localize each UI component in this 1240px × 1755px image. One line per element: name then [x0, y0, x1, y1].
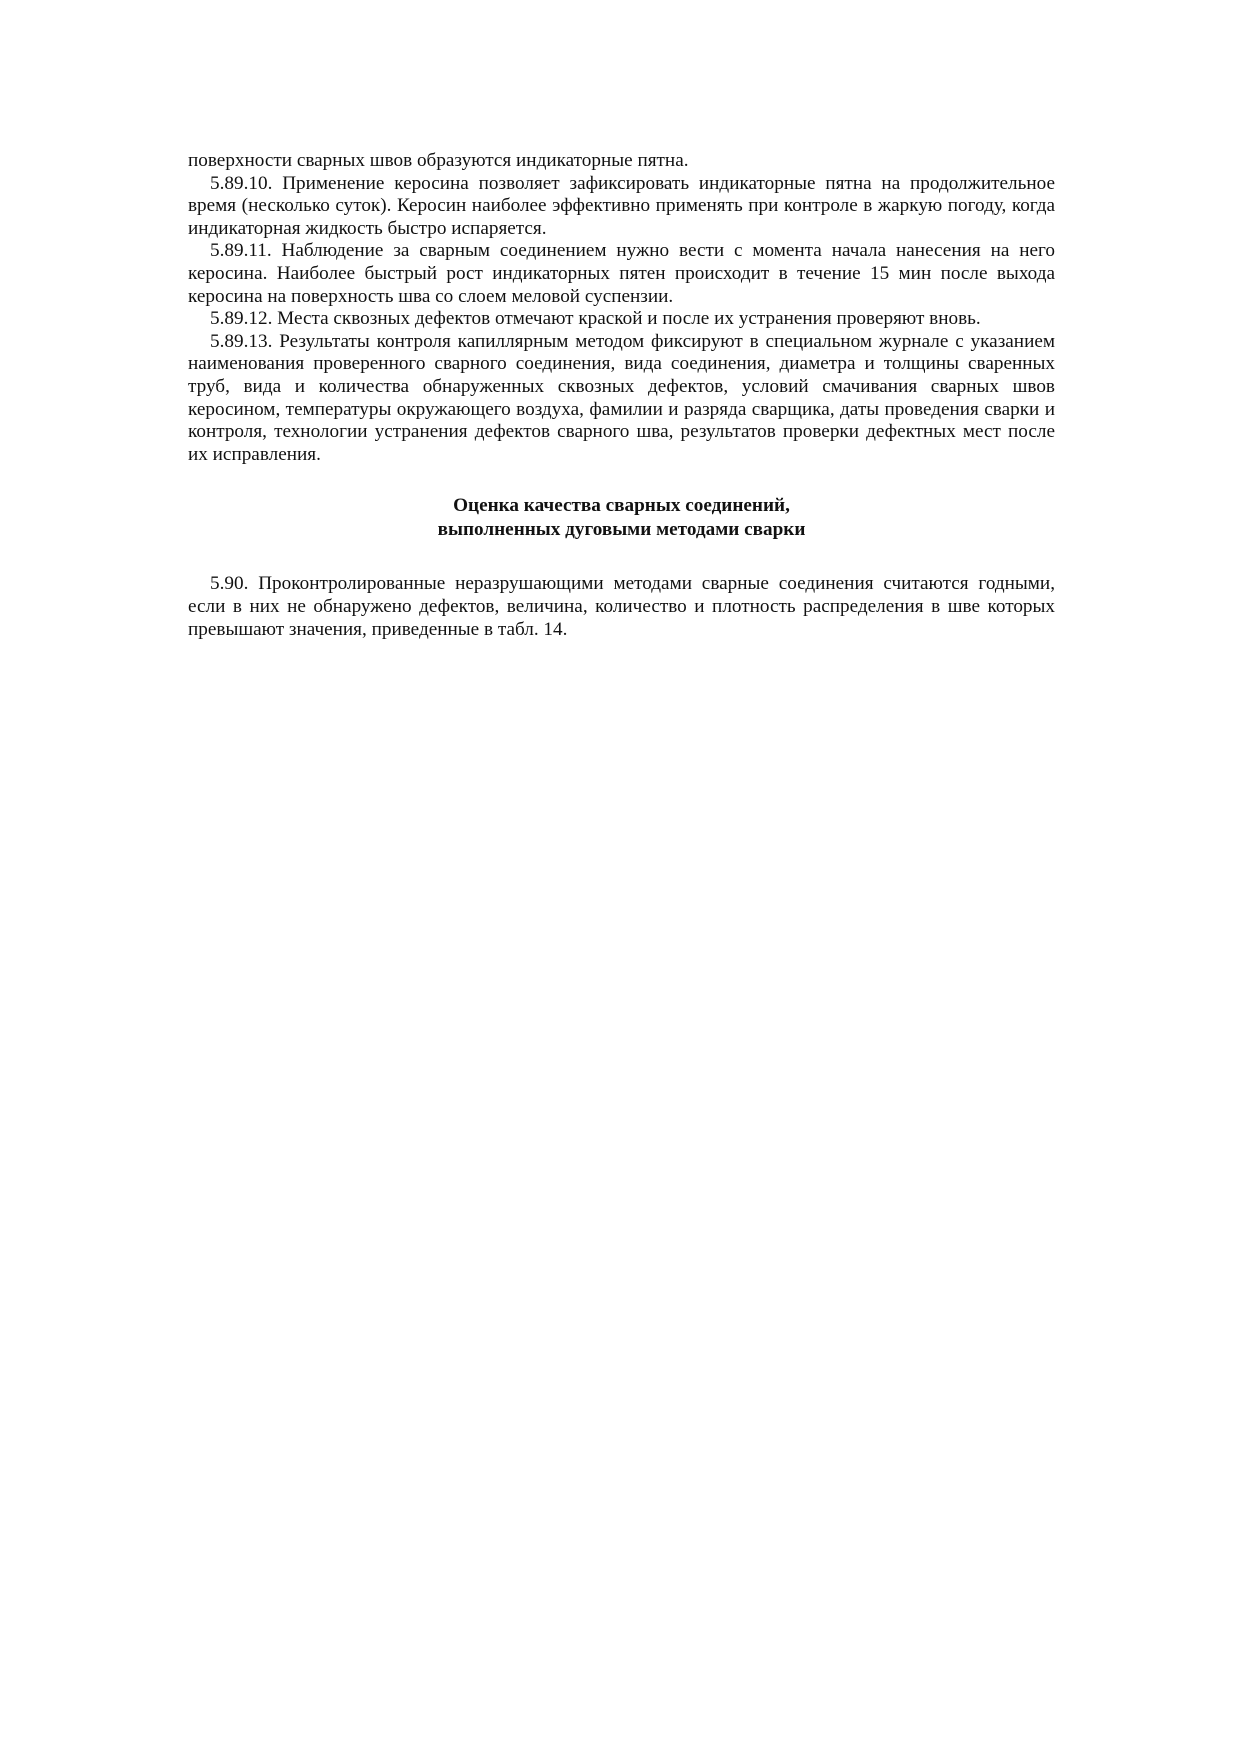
document-page: [188, 150, 1055, 641]
paragraph-continuation: поверхности сварных швов образуются индикаторные пятна.: [188, 150, 689, 171]
paragraph-5-90: 5.90. Проконтролированные неразрушающими методами сварные соединения считаются годными, если в них не обнаружено дефектов, величина, количество и плотность распределения в шве которых превышают значения, приведенные в табл. 14.: [188, 573, 1055, 640]
paragraph-5-89-13: 5.89.13. Результаты контроля капиллярным методом фиксируют в специальном журнале с указанием наименования проверенного сварного соединения, вида соединения, диаметра и толщины сваренных труб, вида и количества обнаруженных сквозных дефектов, условий смачивания сварных швов керосином, температуры окружающего воздуха, фамилии и разряда сварщика, даты проведения сварки и контроля, технологии устранения дефектов сварного шва, результатов проверки дефектных мест после их исправления.: [188, 330, 1055, 465]
section-heading-line-2: выполненных дуговыми методами сварки: [437, 519, 806, 541]
paragraph-5-89-12: 5.89.12. Места сквозных дефектов отмечают краской и после их устранения проверяют вновь.: [210, 308, 981, 330]
section-heading: [188, 494, 1055, 542]
paragraph-5-89-11: 5.89.11. Наблюдение за сварным соединением нужно вести с момента начала нанесения на него керосина. Наиболее быстрый рост индикаторных пятен происходит в течение 15 мин после выхода керосина на поверхность шва со слоем меловой суспензии.: [188, 240, 1055, 307]
paragraph-5-89-10: 5.89.10. Применение керосина позволяет зафиксировать индикаторные пятна на продолжительное время (несколько суток). Керосин наиболее эффективно применять при контроле в жаркую погоду, когда индикаторная жидкость быстро испаряется.: [188, 172, 1055, 239]
section-heading-line-1: Оценка качества сварных соединений,: [453, 495, 790, 517]
